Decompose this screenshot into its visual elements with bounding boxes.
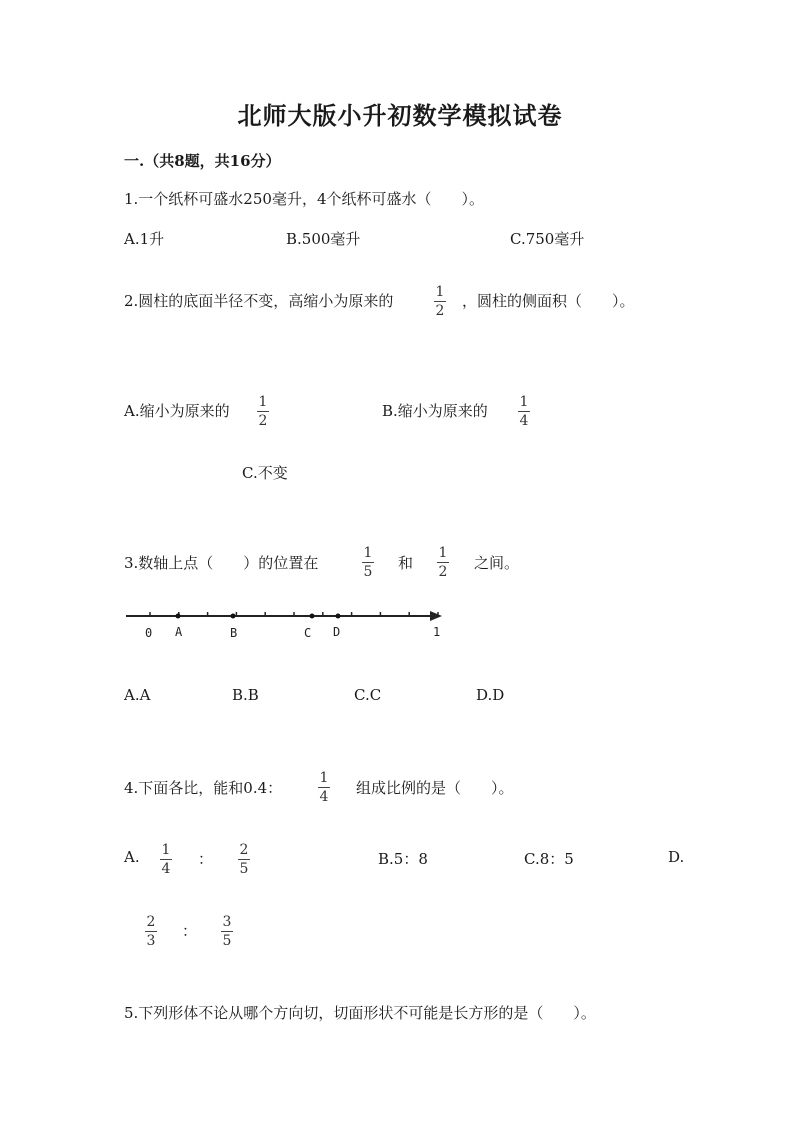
question-2-option-a[interactable]: A.缩小为原来的	[124, 402, 230, 420]
fraction-numerator: 1	[363, 545, 373, 561]
question-4-option-a-colon: ：	[198, 850, 214, 868]
number-line	[120, 600, 460, 650]
fraction-denominator: 2	[438, 564, 448, 580]
question-2-option-a-fraction	[257, 394, 269, 429]
fraction-numerator: 2	[146, 914, 156, 930]
question-3-option-b[interactable]: B.B	[232, 686, 259, 704]
number-line-label-a: A	[175, 625, 183, 639]
fraction-denominator: 5	[239, 861, 249, 877]
point-d-marker	[336, 614, 341, 619]
question-2-option-b-fraction	[518, 394, 530, 429]
fraction-numerator: 1	[438, 545, 448, 561]
fraction-numerator: 1	[161, 842, 171, 858]
point-b-marker	[231, 614, 236, 619]
number-line-label-c: C	[304, 626, 312, 640]
question-4-fraction	[318, 770, 330, 805]
question-3-text-after: 之间。	[474, 554, 520, 572]
fraction-bar	[160, 859, 172, 860]
question-1-option-b[interactable]: B.500毫升	[286, 230, 361, 248]
point-c-marker	[310, 614, 315, 619]
question-4-option-a-fraction-1	[160, 842, 172, 877]
question-3-fraction-1	[362, 545, 374, 580]
question-4-option-a-fraction-2	[238, 842, 250, 877]
question-3-and: 和	[398, 554, 414, 572]
fraction-denominator: 4	[519, 413, 529, 429]
question-2-fraction	[434, 284, 446, 319]
question-4-option-d-fraction-1	[145, 914, 157, 949]
number-line-label-0: 0	[145, 626, 153, 640]
question-3-option-a[interactable]: A.A	[124, 686, 151, 704]
point-a-marker	[176, 614, 181, 619]
question-4-option-c[interactable]: C.8：5	[524, 850, 574, 868]
fraction-denominator: 2	[435, 303, 445, 319]
number-line-label-1: 1	[433, 625, 441, 639]
question-1-text: 1.一个纸杯可盛水250毫升，4个纸杯可盛水（ ）。	[124, 190, 484, 208]
fraction-bar	[318, 787, 330, 788]
number-line-label-d: D	[333, 625, 341, 639]
question-3-option-c[interactable]: C.C	[354, 686, 382, 704]
fraction-denominator: 5	[222, 933, 232, 949]
fraction-bar	[257, 411, 269, 412]
question-2-text-before: 2.圆柱的底面半径不变，高缩小为原来的	[124, 292, 394, 310]
question-3-option-d[interactable]: D.D	[476, 686, 505, 704]
question-4-option-b[interactable]: B.5：8	[378, 850, 428, 868]
fraction-denominator: 4	[161, 861, 171, 877]
question-4-option-d-fraction-2	[221, 914, 233, 949]
page-title: 北师大版小升初数学模拟试卷	[237, 101, 563, 130]
question-2-option-c[interactable]: C.不变	[242, 464, 288, 482]
fraction-bar	[437, 562, 449, 563]
fraction-bar	[518, 411, 530, 412]
fraction-denominator: 4	[319, 789, 329, 805]
question-4-option-d[interactable]: D.	[668, 848, 685, 866]
question-4-text-after: 组成比例的是（ ）。	[356, 779, 514, 797]
fraction-numerator: 2	[239, 842, 249, 858]
question-1-option-c[interactable]: C.750毫升	[510, 230, 585, 248]
fraction-bar	[238, 859, 250, 860]
fraction-numerator: 1	[258, 394, 268, 410]
fraction-bar	[145, 931, 157, 932]
question-4-text-before: 4.下面各比，能和0.4：	[124, 779, 283, 797]
question-4-option-d-colon: ：	[182, 922, 198, 940]
fraction-bar	[362, 562, 374, 563]
number-line-label-b: B	[230, 626, 238, 640]
fraction-denominator: 5	[363, 564, 373, 580]
question-2-option-b[interactable]: B.缩小为原来的	[382, 402, 488, 420]
fraction-numerator: 1	[319, 770, 329, 786]
fraction-denominator: 3	[146, 933, 156, 949]
fraction-bar	[434, 301, 446, 302]
fraction-numerator: 3	[222, 914, 232, 930]
fraction-denominator: 2	[258, 413, 268, 429]
question-4-option-a[interactable]: A.	[124, 848, 140, 866]
fraction-bar	[221, 931, 233, 932]
question-2-text-after: ，圆柱的侧面积（ ）。	[462, 292, 635, 310]
question-3-text-before: 3.数轴上点（ ）的位置在	[124, 554, 319, 572]
number-line-arrow	[430, 611, 442, 621]
fraction-numerator: 1	[435, 284, 445, 300]
question-3-fraction-2	[437, 545, 449, 580]
section-header: 一.（共8题，共16分）	[124, 152, 281, 170]
question-1-option-a[interactable]: A.1升	[124, 230, 165, 248]
question-5-text: 5.下列形体不论从哪个方向切，切面形状不可能是长方形的是（ ）。	[124, 1004, 596, 1022]
fraction-numerator: 1	[519, 394, 529, 410]
